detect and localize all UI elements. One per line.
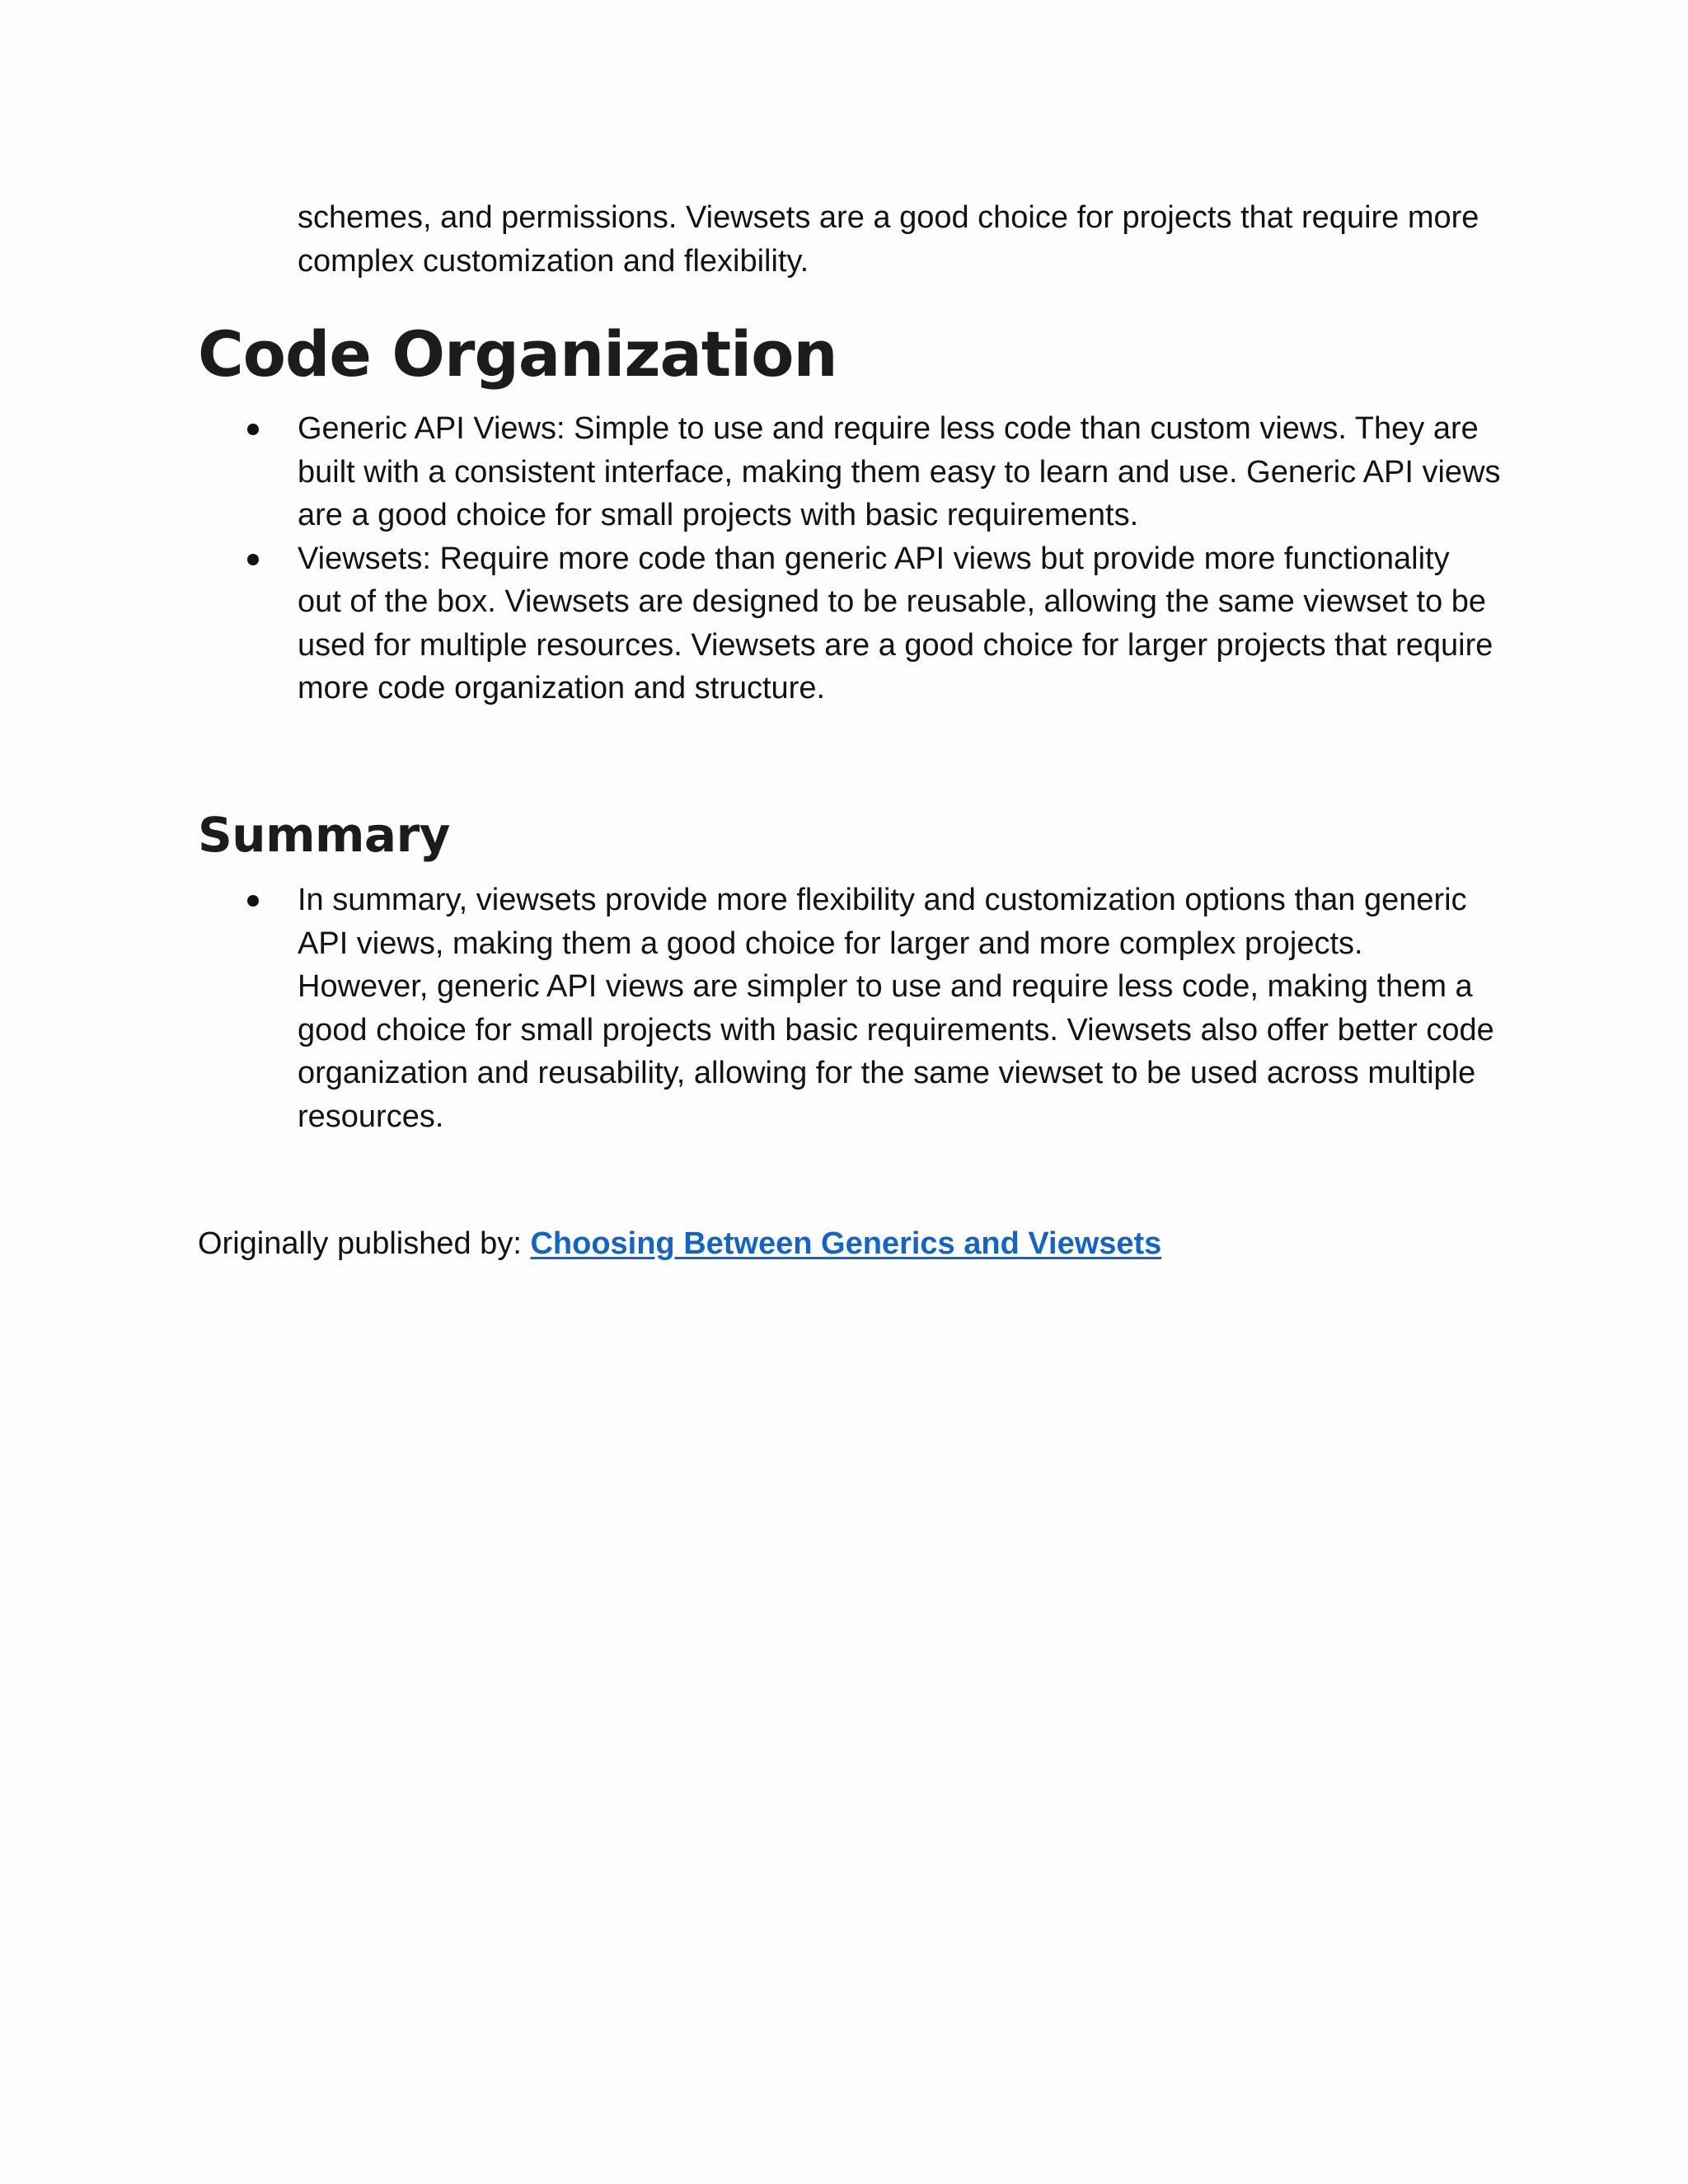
code-organization-heading: Code Organization	[198, 317, 837, 391]
list-item-text: Viewsets: Require more code than generic API views but provide more functionality out of the box. Viewsets are designed to be reusable, allowing the same viewset to be used for multiple resources. Viewsets are a good choice for larger projects that require more code organization and structure.	[298, 541, 1493, 705]
published-by-line	[198, 1222, 1161, 1266]
bullet-icon	[247, 895, 259, 907]
source-article-link[interactable]: Choosing Between Generics and Viewsets	[530, 1226, 1162, 1261]
summary-heading: Summary	[198, 807, 450, 863]
bullet-icon	[247, 554, 259, 565]
continuation-paragraph: schemes, and permissions. Viewsets are a good choice for projects that require more complex customization and flexibility.	[298, 200, 1479, 279]
list-item	[298, 879, 1501, 1138]
list-item-text: Generic API Views: Simple to use and require less code than custom views. They are built with a consistent interface, making them easy to learn and use. Generic API views are a good choice for small projects with basic requirements.	[298, 411, 1501, 532]
list-item	[298, 407, 1501, 537]
list-item	[298, 537, 1501, 710]
bullet-icon	[247, 424, 259, 435]
code-organization-list	[298, 407, 1501, 710]
list-item-text: In summary, viewsets provide more flexibility and customization options than generic API views, making them a good choice for larger and more complex projects. However, generic API views are simpler to use and require less code, making them a good choice for small projects with basic requirements. Viewsets also offer better code organization and reusability, allowing for the same viewset to be used across multiple resources.	[298, 883, 1494, 1134]
summary-list	[298, 879, 1501, 1138]
published-by-label: Originally published by:	[198, 1226, 522, 1261]
